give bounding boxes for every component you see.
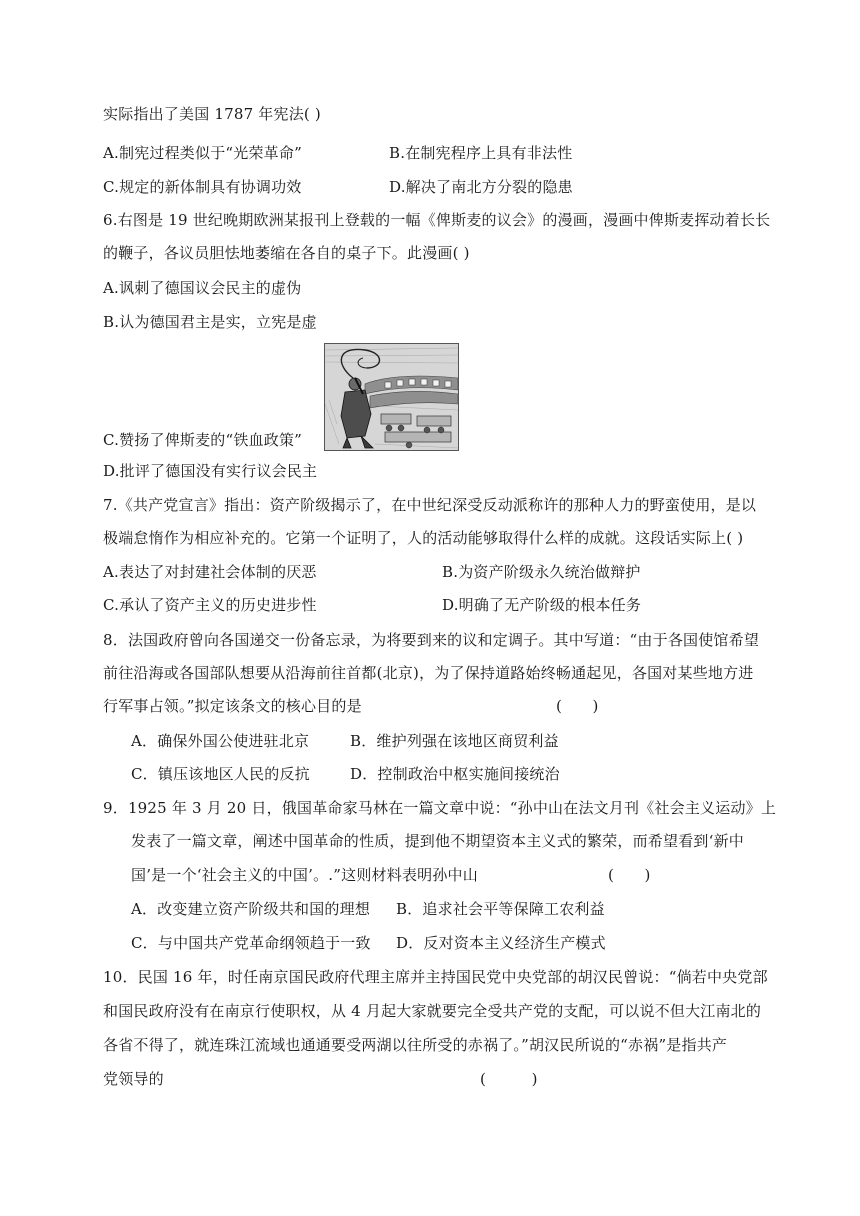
q10-stem-line-4: 党领导的 (103, 1070, 164, 1088)
q9-stem-line-3: 国’是一个‘社会主义的中国’。.”这则材料表明孙中山 (131, 866, 478, 884)
q9-option-b: B．追求社会平等保障工农利益 (396, 900, 605, 918)
q9-stem-line-1: 9．1925 年 3 月 20 日，俄国革命家马林在一篇文章中说：“孙中山在法文月刊《社会主义运动》上 (103, 799, 777, 817)
q9-option-c: C．与中国共产党革命纲领趋于一致 (131, 934, 371, 952)
q10-stem-line-2: 和国民政府没有在南京行使职权，从 4 月起大家就要完全受共产党的支配，可以说不但大江南北的 (103, 1002, 762, 1020)
q5-option-d: D.解决了南北方分裂的隐患 (389, 178, 573, 196)
q8-option-d: D．控制政治中枢实施间接统治 (350, 765, 560, 783)
q7-option-b: B.为资产阶级永久统治做辩护 (442, 563, 641, 581)
q8-option-c: C．镇压该地区人民的反抗 (131, 765, 310, 783)
q8-stem-line-2: 前往沿海或各国部队想要从沿海前往首都(北京)，为了保持道路始终畅通起见，各国对某些地方进 (103, 664, 754, 682)
q8-stem-line-1: 8．法国政府曾向各国递交一份备忘录，为将要到来的议和定调子。其中写道：“由于各国使馆希望 (103, 631, 760, 649)
q6-option-a: A.讽刺了德国议会民主的虚伪 (103, 279, 302, 297)
q10-answer-blank: ( ) (480, 1070, 538, 1088)
q6-stem-line-1: 6.右图是 19 世纪晚期欧洲某报刊上登载的一幅《俾斯麦的议会》的漫画，漫画中俾斯麦挥动着长长 (103, 211, 771, 229)
q8-stem-line-3: 行军事占领。”拟定该条文的核心目的是 (103, 697, 362, 715)
q6-option-c: C.赞扬了俾斯麦的“铁血政策” (103, 431, 303, 449)
q5-option-c: C.规定的新体制具有协调功效 (103, 178, 302, 196)
q7-option-c: C.承认了资产主义的历史进步性 (103, 596, 317, 614)
q10-stem-line-3: 各省不得了，就连珠江流域也通通要受两湖以往所受的赤祸了。”胡汉民所说的“赤祸”是指共产 (103, 1036, 728, 1054)
q7-stem-line-2: 极端怠惰作为相应补充的。它第一个证明了，人的活动能够取得什么样的成就。这段话实际上( ) (103, 529, 744, 547)
q8-answer-blank: ( ) (556, 697, 599, 715)
q9-option-a: A．改变建立资产阶级共和国的理想 (131, 900, 371, 918)
q7-option-d: D.明确了无产阶级的根本任务 (442, 596, 642, 614)
q5-stem-tail: 实际指出了美国 1787 年宪法( ) (103, 105, 321, 123)
bismarck-parliament-cartoon (324, 343, 459, 451)
q8-option-a: A．确保外国公使进驻北京 (131, 732, 310, 750)
q6-option-b: B.认为德国君主是实，立宪是虚 (103, 313, 317, 331)
q9-option-d: D．反对资本主义经济生产模式 (396, 934, 606, 952)
q6-option-d: D.批评了德国没有实行议会民主 (103, 462, 318, 480)
cartoon-illustration (325, 344, 458, 450)
q9-stem-line-2: 发表了一篇文章，阐述中国革命的性质，提到他不期望资本主义式的繁荣，而希望看到‘新中 (131, 832, 744, 850)
q7-stem-line-1: 7.《共产党宣言》指出：资产阶级揭示了，在中世纪深受反动派称许的那种人力的野蛮使用，是以 (103, 496, 757, 514)
q10-stem-line-1: 10．民国 16 年，时任南京国民政府代理主席并主持国民党中央党部的胡汉民曾说：“倘若中央党部 (103, 968, 768, 986)
q8-option-b: B．维护列强在该地区商贸利益 (350, 732, 559, 750)
q5-option-a: A.制宪过程类似于“光荣革命” (103, 144, 302, 162)
q7-option-a: A.表达了对封建社会体制的厌恶 (103, 563, 317, 581)
q5-option-b: B.在制宪程序上具有非法性 (389, 144, 573, 162)
q9-answer-blank: ( ) (608, 866, 651, 884)
q6-stem-line-2: 的鞭子，各议员胆怯地萎缩在各自的桌子下。此漫画( ) (103, 244, 470, 262)
